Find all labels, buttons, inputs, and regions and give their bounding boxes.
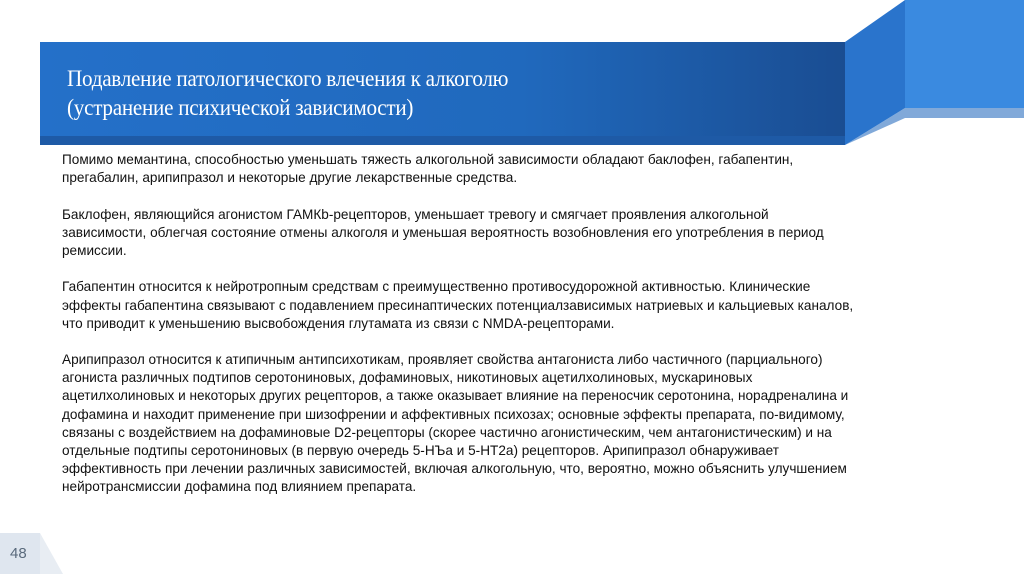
title-banner-edge [40,136,845,145]
paragraph-gabapentin [62,278,853,333]
text-line: агониста различных подтипов серотониновых, дофаминовых, никотиновых ацетилхолиновых, мускариновых [62,370,753,386]
paragraph-memantine [62,151,853,187]
text-line: отдельные подтипы серотониновых (в первую очередь 5-НЪа и 5-НТ2а) рецепторов. Арипипразол обнаруживает [62,443,779,458]
deco-light-panel [905,0,1024,108]
text-line: Помимо мемантина, способностью уменьшать тяжесть алкогольной зависимости обладают баклофен, габапентин, [62,152,794,167]
text-line: ремиссии. [62,242,127,258]
text-line: что приводит к уменьшению высвобождения глутамата из связи с NMDA-рецепторами. [62,315,615,331]
text-line: эффективность при лечении различных зависимостей, включая алкогольную, что, вероятно, можно объяснить улучшением [62,461,847,477]
page-number: 48 [10,545,27,562]
text-line: нейротрансмиссии дофамина под влиянием препарата. [62,479,417,495]
text-line: эффекты габапентина связывают с подавлением пресинаптических потенциалзависимых натриевых и кальциевых каналов, [62,297,854,313]
text-line: Арипипразол относится к атипичным антипсихотикам, проявляет свойства антагониста либо частичного (парциального) [62,352,823,368]
text-line: Габапентин относится к нейротропным средствам с преимущественно противосудорожной активностью. Клинические [62,279,811,295]
text-line: связаны с воздействием на дофаминовые D2-рецепторы (скорее частично агонистическим, чем антагонистическим) и на [62,424,832,440]
text-line: дофамина и находит применение при шизофрении и аффективных психозах; основные эффекты препарата, по-видимому, [62,406,845,422]
slide-body [62,151,853,515]
text-line: ацетилхолиновых и некоторых других рецепторов, а также оказывает влияние на переносчик серотонина, норадреналина и [62,388,849,404]
paragraph-baclofen [62,206,853,261]
paragraph-aripiprazole [62,351,853,497]
text-line: зависимости, облегчая состояние отмены алкоголя и уменьшая вероятность возобновления его употребления в период [62,224,824,240]
text-line: прегабалин, арипипразол и некоторые другие лекарственные средства. [62,170,518,186]
title-line: (устранение психической зависимости) [67,95,414,120]
text-line: Баклофен, являющийся агонистом ГАМКb-рецепторов, уменьшает тревогу и смягчает проявления алкогольной [62,206,769,222]
slide-title [67,64,508,122]
title-line: Подавление патологического влечения к алкоголю [67,66,509,91]
